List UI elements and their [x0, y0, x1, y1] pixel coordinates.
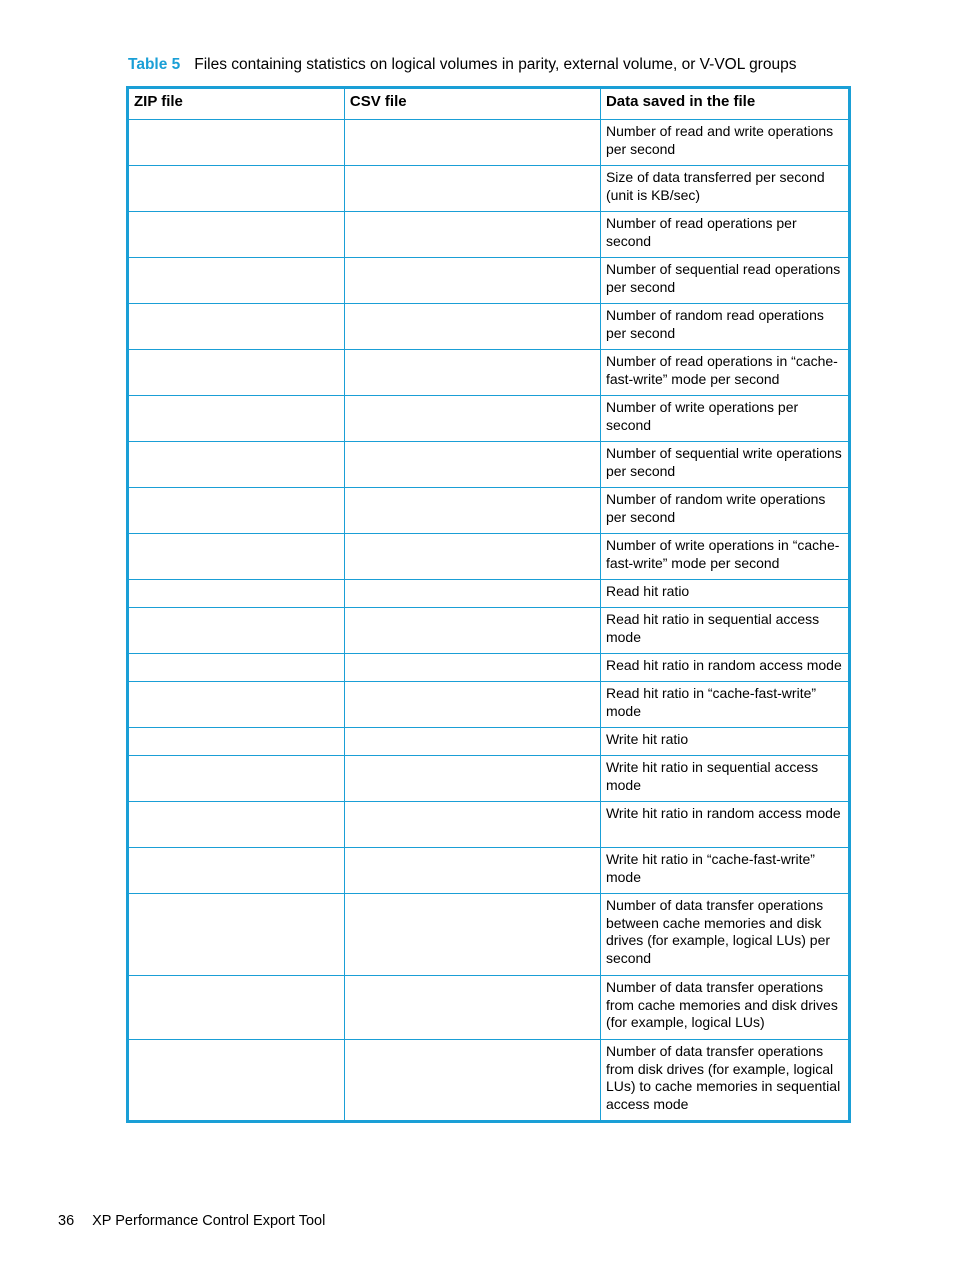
table-row [128, 212, 850, 258]
data-saved-cell: Read hit ratio in sequential access mode [600, 608, 849, 654]
zip-file-cell [128, 976, 345, 1040]
zip-file-cell [128, 580, 345, 608]
table-header-row [128, 88, 850, 120]
zip-file-cell [128, 682, 345, 728]
table-row [128, 166, 850, 212]
table-body [128, 120, 850, 1122]
zip-file-cell [128, 608, 345, 654]
data-saved-cell: Read hit ratio in “cache-fast-write” mode [600, 682, 849, 728]
table-row [128, 534, 850, 580]
table-row [128, 728, 850, 756]
csv-file-cell [344, 1040, 600, 1122]
csv-file-cell [344, 396, 600, 442]
csv-file-cell [344, 802, 600, 848]
data-saved-cell: Write hit ratio in “cache-fast-write” mode [600, 848, 849, 894]
table-row [128, 120, 850, 166]
zip-file-cell [128, 212, 345, 258]
data-saved-cell: Number of read and write operations per second [600, 120, 849, 166]
table-row [128, 488, 850, 534]
data-saved-cell: Number of write operations in “cache-fast-write” mode per second [600, 534, 849, 580]
page-number: 36 [58, 1213, 75, 1229]
zip-file-cell [128, 396, 345, 442]
zip-file-cell [128, 534, 345, 580]
page-footer [58, 1213, 325, 1229]
table-row [128, 756, 850, 802]
csv-file-cell [344, 350, 600, 396]
table-row [128, 654, 850, 682]
table-row [128, 976, 850, 1040]
csv-file-cell [344, 304, 600, 350]
zip-file-cell [128, 258, 345, 304]
data-saved-cell: Number of random read operations per second [600, 304, 849, 350]
csv-file-cell [344, 608, 600, 654]
table-caption [128, 56, 796, 74]
csv-file-cell [344, 258, 600, 304]
csv-file-cell [344, 728, 600, 756]
table-row [128, 396, 850, 442]
table-row [128, 1040, 850, 1122]
table-row [128, 580, 850, 608]
data-saved-cell: Number of random write operations per second [600, 488, 849, 534]
csv-file-cell [344, 534, 600, 580]
data-saved-cell: Size of data transferred per second (unit is KB/sec) [600, 166, 849, 212]
zip-file-cell [128, 756, 345, 802]
csv-file-cell [344, 848, 600, 894]
data-saved-cell: Number of read operations in “cache-fast-write” mode per second [600, 350, 849, 396]
data-saved-cell: Number of sequential write operations per second [600, 442, 849, 488]
data-saved-cell: Write hit ratio in random access mode [600, 802, 849, 848]
csv-file-cell [344, 654, 600, 682]
data-saved-cell: Write hit ratio [600, 728, 849, 756]
data-saved-cell: Number of read operations per second [600, 212, 849, 258]
zip-file-cell [128, 894, 345, 976]
zip-file-cell [128, 1040, 345, 1122]
table-caption-text: Files containing statistics on logical volumes in parity, external volume, or V-VOL groups [194, 56, 797, 73]
zip-file-cell [128, 350, 345, 396]
data-saved-cell: Number of data transfer operations from cache memories and disk drives (for example, logical LUs) [600, 976, 849, 1040]
document-title: XP Performance Control Export Tool [92, 1213, 326, 1229]
data-saved-cell: Number of data transfer operations between cache memories and disk drives (for example, logical LUs) per second [600, 894, 849, 976]
table-row [128, 848, 850, 894]
table-row [128, 442, 850, 488]
data-saved-cell: Read hit ratio in random access mode [600, 654, 849, 682]
csv-file-cell [344, 894, 600, 976]
zip-file-cell [128, 654, 345, 682]
zip-file-cell [128, 166, 345, 212]
csv-file-cell [344, 488, 600, 534]
zip-file-cell [128, 120, 345, 166]
csv-file-cell [344, 442, 600, 488]
table-row [128, 894, 850, 976]
table-row [128, 682, 850, 728]
csv-file-cell [344, 120, 600, 166]
zip-file-cell [128, 488, 345, 534]
csv-file-cell [344, 166, 600, 212]
table-number: Table 5 [128, 56, 181, 73]
data-saved-cell: Number of write operations per second [600, 396, 849, 442]
table-row [128, 802, 850, 848]
zip-file-cell [128, 802, 345, 848]
data-saved-cell: Read hit ratio [600, 580, 849, 608]
table-row [128, 304, 850, 350]
table-row [128, 258, 850, 304]
header-data-saved: Data saved in the file [600, 88, 849, 120]
zip-file-cell [128, 304, 345, 350]
zip-file-cell [128, 442, 345, 488]
csv-file-cell [344, 580, 600, 608]
csv-file-cell [344, 212, 600, 258]
statistics-files-table [126, 86, 851, 1123]
table-row [128, 608, 850, 654]
data-saved-cell: Write hit ratio in sequential access mode [600, 756, 849, 802]
zip-file-cell [128, 848, 345, 894]
zip-file-cell [128, 728, 345, 756]
data-saved-cell: Number of sequential read operations per second [600, 258, 849, 304]
header-zip-file: ZIP file [128, 88, 345, 120]
csv-file-cell [344, 976, 600, 1040]
csv-file-cell [344, 756, 600, 802]
header-csv-file: CSV file [344, 88, 600, 120]
csv-file-cell [344, 682, 600, 728]
table-row [128, 350, 850, 396]
data-saved-cell: Number of data transfer operations from disk drives (for example, logical LUs) to cache memories in sequential access mode [600, 1040, 849, 1122]
